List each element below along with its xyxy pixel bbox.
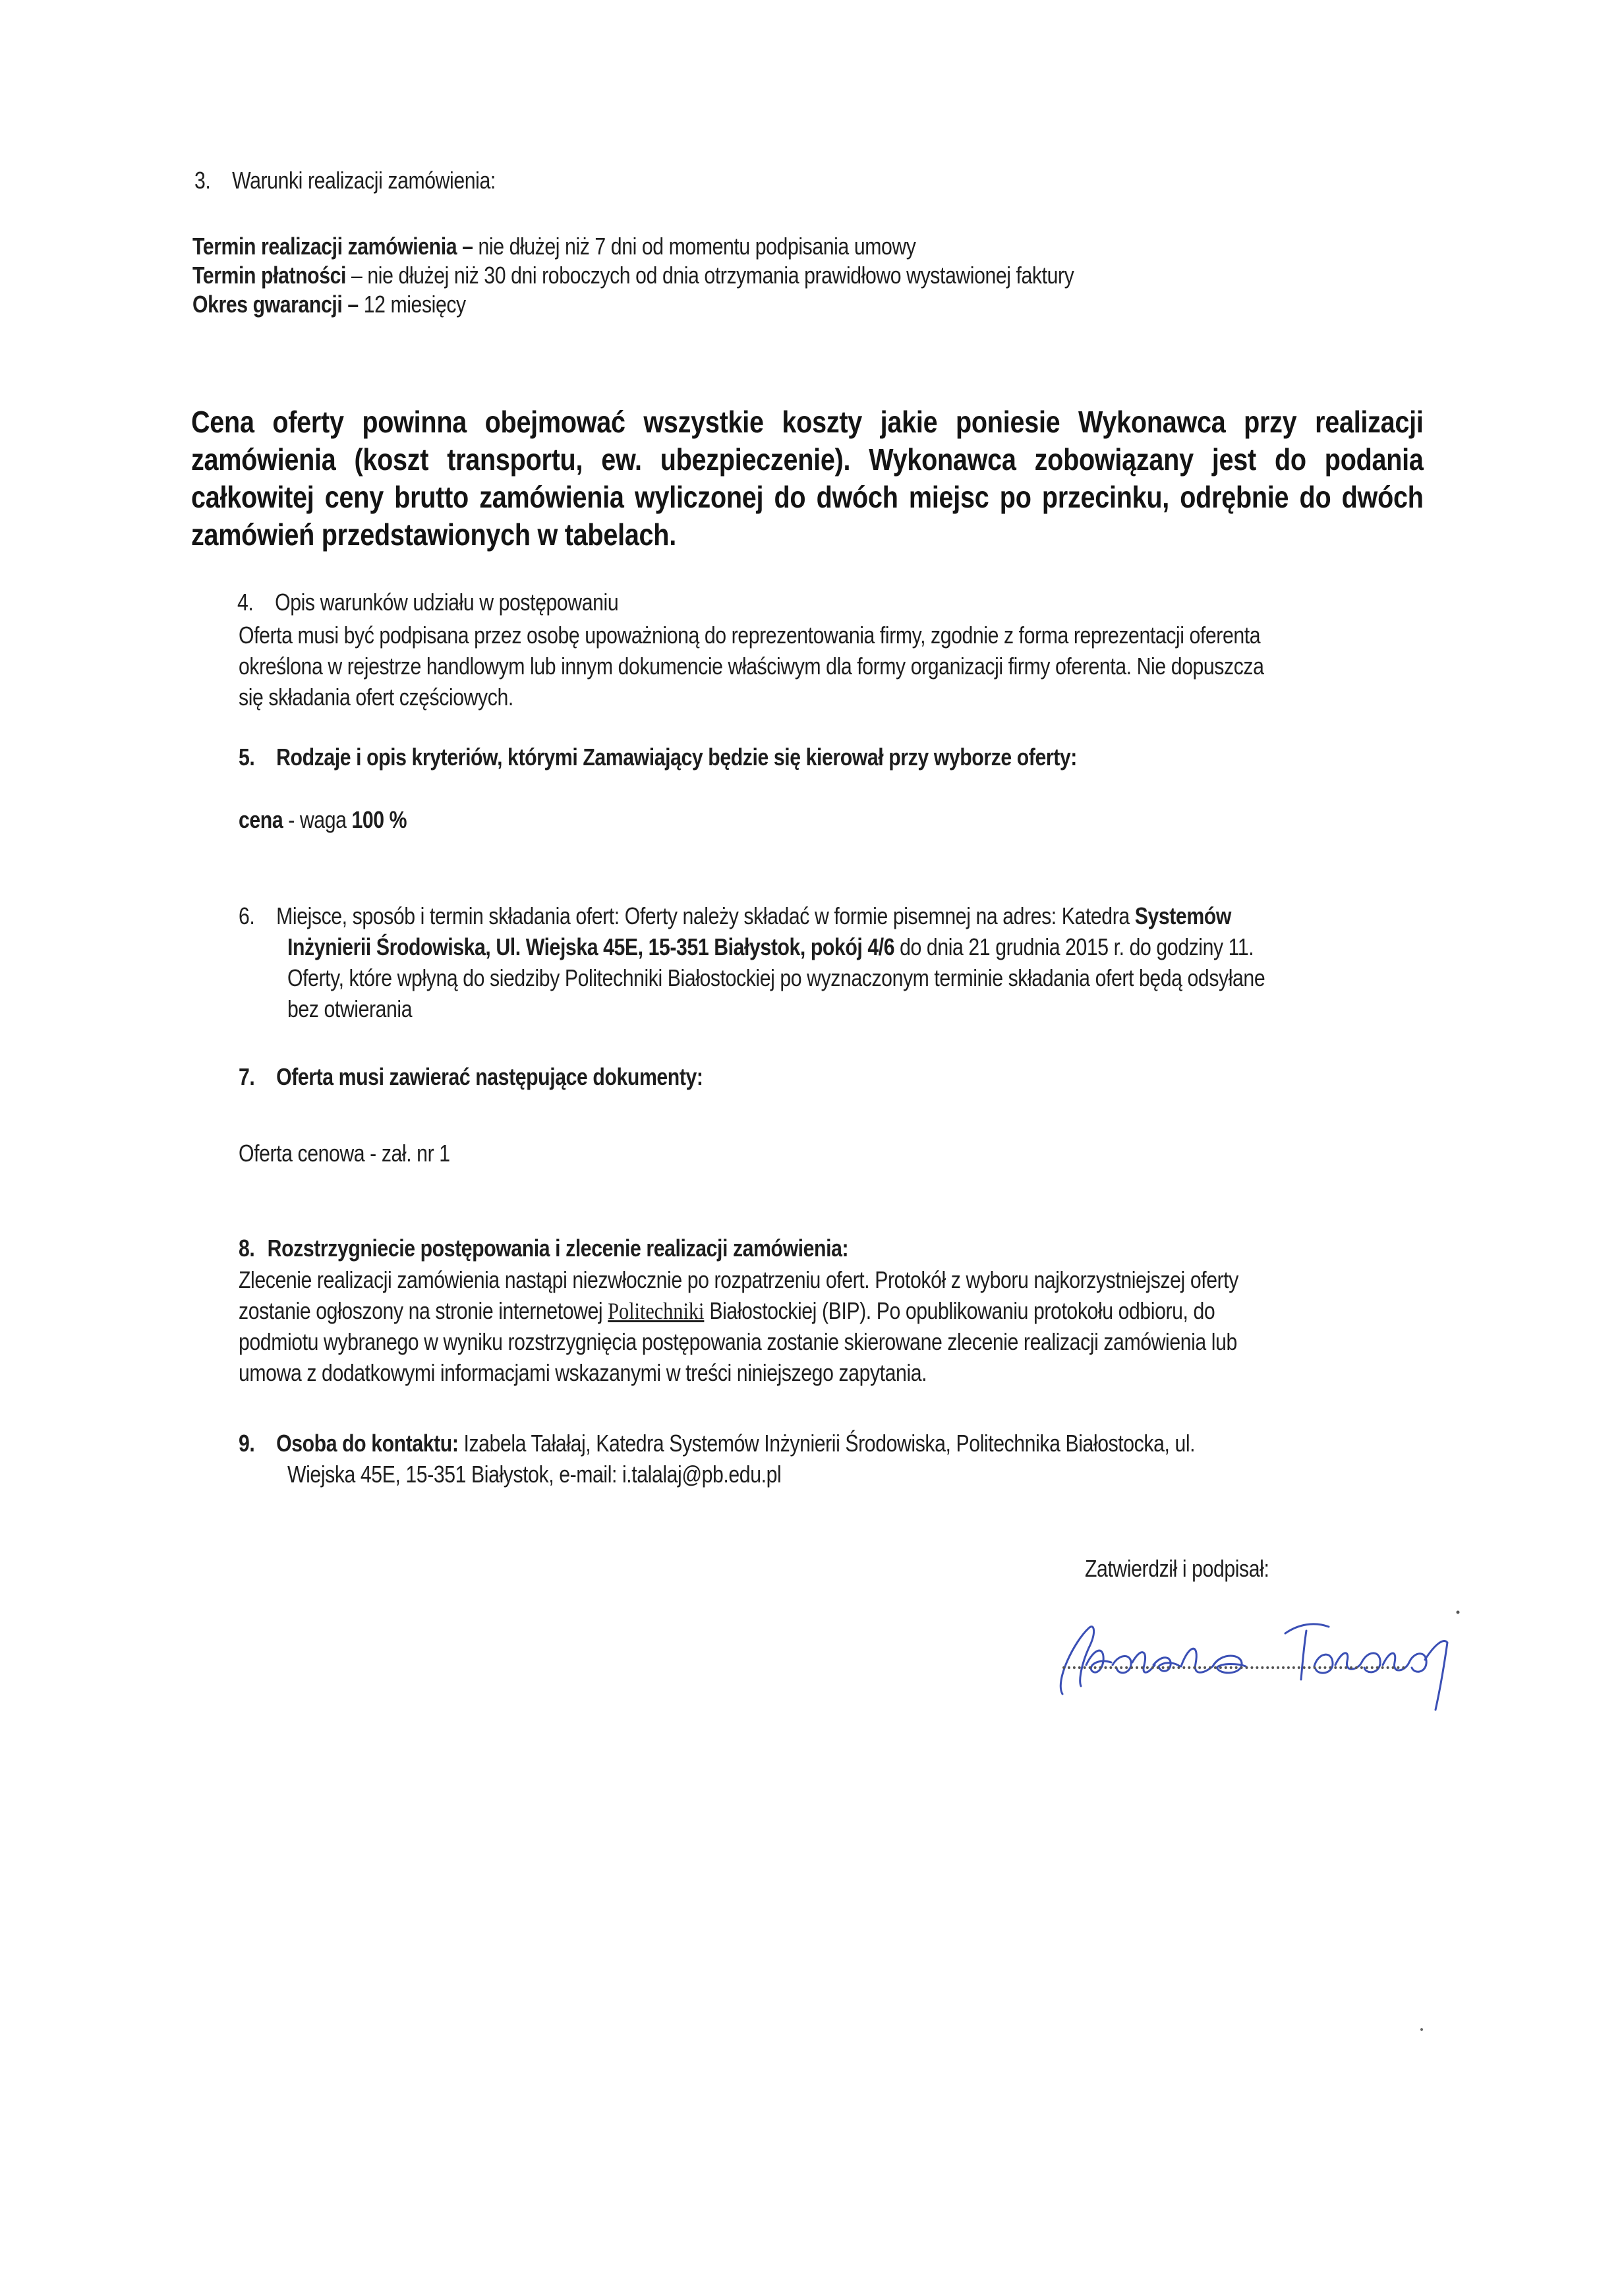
body-text: Miejsce, sposób i termin składania ofert: Oferty należy składać w formie pisemnej na adres: Katedra (276, 902, 1135, 929)
signature-dotted-line (1062, 1666, 1405, 1669)
section-number: 4. (237, 589, 254, 616)
section-6-line (287, 964, 1451, 993)
body-text: Oferta musi być podpisana przez osobę upoważnioną do reprezentowania firmy, zgodnie z forma reprezentacji oferenta (239, 622, 1261, 649)
price-note-paragraph (191, 403, 1424, 554)
term-value: nie dłużej niż 7 dni od momentu podpisania umowy (478, 233, 916, 260)
address-bold: Inżynierii Środowiska, Ul. Wiejska 45E, 15-351 Białystok, pokój 4/6 (287, 933, 895, 960)
body-line (239, 621, 1455, 650)
term-label: Okres gwarancji (192, 291, 343, 318)
section-number: 3. (194, 167, 211, 194)
section-4-heading (237, 588, 691, 617)
section-5-heading (239, 743, 1236, 772)
section-6-line (287, 995, 436, 1024)
address-bold: Systemów (1134, 902, 1231, 929)
section-number: 8. (239, 1235, 255, 1262)
body-text: podmiotu wybranego w wyniku rozstrzygnięcia postępowania zostanie skierowane zlecenie realizacji zamówienia lub (239, 1328, 1237, 1355)
section-9-line (239, 1429, 1378, 1458)
criterion-weight: 100 % (351, 806, 407, 833)
term-row (192, 232, 1054, 261)
body-text: Oferty, które wpłyną do siedziby Politechniki Białostockiej po wyznaczonym terminie składania ofert będą odsyłane (287, 964, 1265, 991)
criterion-weight-label: waga (299, 806, 352, 833)
body-line (239, 1328, 1427, 1357)
section-number: 5. (239, 744, 255, 771)
body-text: Białostockiej (BIP). Po opublikowaniu protokołu odbioru, do (704, 1297, 1215, 1324)
body-line (239, 1266, 1429, 1295)
politechnika-link[interactable]: Politechniki (608, 1298, 705, 1324)
ink-dot (1457, 1611, 1460, 1614)
section-number: 9. (239, 1430, 255, 1457)
body-line (239, 652, 1459, 681)
body-line (239, 1358, 1058, 1387)
body-text: zostanie ogłoszony na stronie internetowej (239, 1297, 608, 1324)
scan-speck (1420, 2028, 1423, 2031)
contact-text: Wiejska 45E, 15-351 Białystok, e-mail: i.talalaj@pb.edu.pl (287, 1461, 782, 1488)
section-number: 6. (239, 902, 255, 929)
term-label: Termin płatności (192, 262, 347, 289)
body-text: określona w rejestrze handlowym lub innym dokumencie właściwym dla formy organizacji firmy oferenta. Nie dopuszcza (239, 653, 1264, 680)
price-note-text: Cena oferty powinna obejmować wszystkie koszty jakie poniesie Wykonawca przy realizacji zamówienia (koszt transportu, ew. ubezpieczenie). Wykonawca zobowiązany jest do podania całkowitej ceny brutto zamówienia wyliczonej do dwóch miejsc po przecinku, odrębnie do dwóch zamówień przedstawionych w tabelach. (191, 405, 1424, 552)
body-text: Zlecenie realizacji zamówienia nastąpi niezwłocznie po rozpatrzeniu ofert. Protokół z wyboru najkorzystniejszej oferty (239, 1266, 1238, 1293)
section-3-heading (194, 166, 553, 195)
section-9-line (287, 1460, 875, 1489)
deadline-text: do dnia 21 grudnia 2015 r. do godziny 11. (894, 933, 1254, 960)
body-line (239, 1297, 1401, 1326)
section-title: Oferta musi zawierać następujące dokumenty: (276, 1063, 703, 1090)
body-line (239, 683, 566, 712)
criterion-separator: - (283, 806, 300, 833)
section-7-heading (239, 1063, 792, 1092)
handwritten-signature (1048, 1602, 1470, 1714)
body-text: się składania ofert częściowych. (239, 684, 513, 711)
section-title: Opis warunków udziału w postępowaniu (275, 589, 619, 616)
criterion-row (239, 805, 439, 834)
section-6-line (287, 933, 1438, 962)
section-title: Rozstrzygniecie postępowania i zlecenie realizacji zamówienia: (267, 1235, 849, 1262)
section-8-heading (239, 1234, 964, 1263)
criterion-label: cena (239, 806, 283, 833)
body-text: umowa z dodatkowymi informacjami wskazanymi w treści niniejszego zapytania. (239, 1359, 927, 1386)
term-separator: – (346, 262, 368, 289)
term-row (192, 261, 1242, 290)
section-title: Rodzaje i opis kryteriów, którymi Zamawiający będzie się kierował przy wyborze oferty: (276, 744, 1077, 771)
document-text: Oferta cenowa - zał. nr 1 (239, 1140, 450, 1167)
term-label: Termin realizacji zamówienia (192, 233, 457, 260)
contact-text: Izabela Tałałaj, Katedra Systemów Inżynierii Środowiska, Politechnika Białostocka, ul. (458, 1430, 1196, 1457)
term-value: nie dłużej niż 30 dni roboczych od dnia otrzymania prawidłowo wystawionej faktury (367, 262, 1074, 289)
section-6-line (239, 902, 1420, 931)
required-document (239, 1139, 490, 1168)
section-number: 7. (239, 1063, 255, 1090)
approval-text: Zatwierdził i podpisał: (1085, 1555, 1269, 1582)
term-value: 12 miesięcy (363, 291, 466, 318)
approval-label (1085, 1554, 1304, 1583)
term-row (192, 290, 518, 319)
term-separator: – (457, 233, 478, 260)
contact-label: Osoba do kontaktu: (276, 1430, 459, 1457)
signature-drawing (1048, 1602, 1470, 1714)
section-title: Warunki realizacji zamówienia: (232, 167, 496, 194)
body-text: bez otwierania (287, 995, 413, 1022)
term-separator: – (342, 291, 364, 318)
